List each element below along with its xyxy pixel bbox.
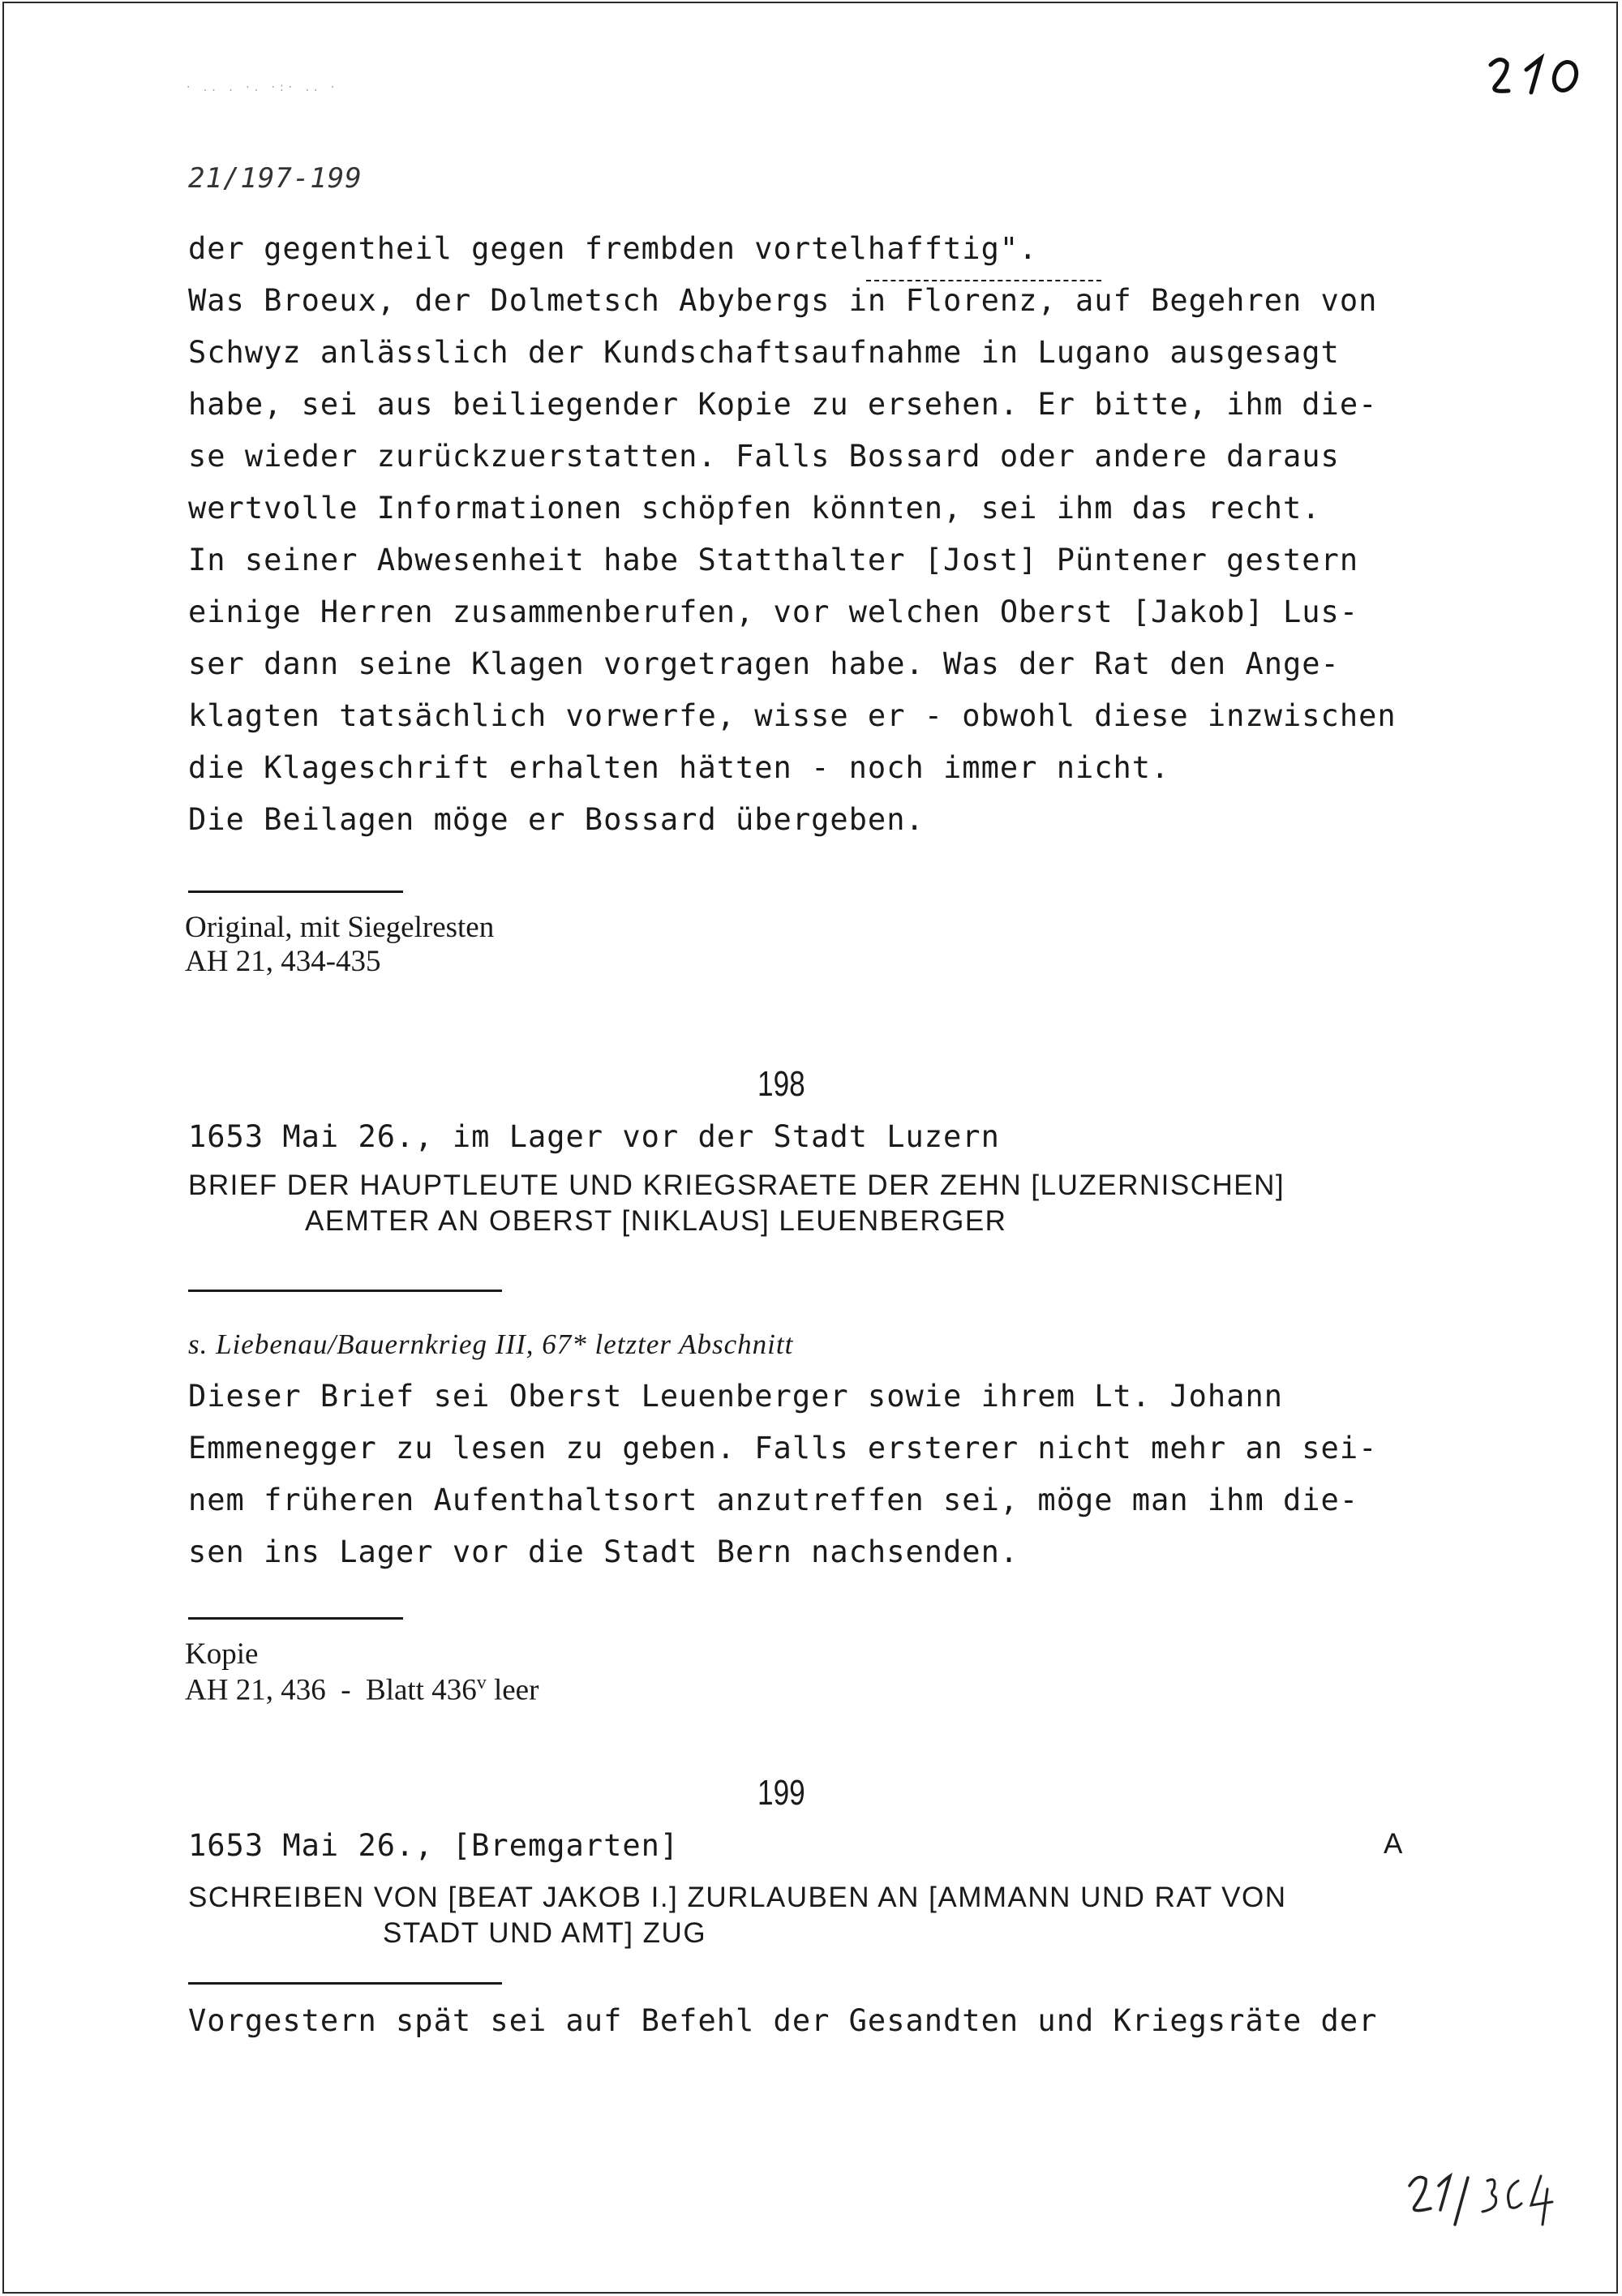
text-line: Emmenegger zu lesen zu geben. Falls ersterer nicht mehr an sei-: [188, 1431, 1378, 1466]
entry-date: 1653 Mai 26., im Lager vor der Stadt Luzern: [188, 1119, 1000, 1154]
entry-title: BRIEF DER HAUPTLEUTE UND KRIEGSRAETE DER ZEHN [LUZERNISCHEN]: [188, 1169, 1285, 1201]
divider-rule: [188, 1617, 403, 1620]
divider-rule: [188, 1982, 502, 1985]
entry-number: 198: [757, 1064, 805, 1104]
source-reference: AH 21, 436 - Blatt 436$^v$ leer: [185, 1672, 539, 1707]
text-line: Die Beilagen möge er Bossard übergeben.: [188, 802, 925, 837]
source-line: AH 21, 434-435: [185, 945, 381, 978]
entry-marker: A: [1384, 1828, 1403, 1860]
source-kind: Kopie: [185, 1637, 259, 1671]
handwritten-folio-bottom: [1403, 2153, 1565, 2242]
text-line: se wieder zurückzuerstatten. Falls Bossard oder andere daraus: [188, 439, 1340, 474]
divider-rule: [188, 891, 403, 893]
entry-title: SCHREIBEN VON [BEAT JAKOB I.] ZURLAUBEN AN [AMMANN UND RAT VON: [188, 1882, 1287, 1913]
text-line: Was Broeux, der Dolmetsch Abybergs in Florenz, auf Begehren von: [188, 283, 1378, 318]
text-line: nem früheren Aufenthaltsort anzutreffen sei, möge man ihm die-: [188, 1483, 1359, 1517]
text-line: Schwyz anlässlich der Kundschaftsaufnahme in Lugano ausgesagt: [188, 335, 1340, 370]
handwritten-folio-top: [1484, 49, 1590, 105]
entry-number: 199: [757, 1773, 805, 1813]
text-line: einige Herren zusammenberufen, vor welchen Oberst [Jakob] Lus-: [188, 594, 1359, 629]
literature-reference: s. Liebenau/Bauernkrieg III, 67* letzter Abschnitt: [188, 1328, 794, 1360]
scan-specks: · .. . ·. ·:· .. ·: [187, 81, 340, 94]
overline-mark: [866, 280, 1101, 281]
divider-rule: [188, 1290, 502, 1292]
text-line: sen ins Lager vor die Stadt Bern nachsenden.: [188, 1534, 1019, 1569]
text-line: wertvolle Informationen schöpfen könnten, sei ihm das recht.: [188, 491, 1321, 526]
text-line: habe, sei aus beiliegender Kopie zu ersehen. Er bitte, ihm die-: [188, 387, 1378, 422]
text-line: der gegentheil gegen frembden vortelhafftig".: [188, 231, 1038, 266]
document-reference: 21/197-199: [188, 162, 363, 195]
entry-title: STADT UND AMT] ZUG: [383, 1917, 707, 1949]
entry-date: 1653 Mai 26., [Bremgarten]: [188, 1828, 680, 1863]
entry-title: AEMTER AN OBERST [NIKLAUS] LEUENBERGER: [305, 1205, 1007, 1237]
text-line: Dieser Brief sei Oberst Leuenberger sowie ihrem Lt. Johann: [188, 1379, 1284, 1414]
text-line: die Klageschrift erhalten hätten - noch immer nicht.: [188, 750, 1170, 785]
source-line: Original, mit Siegelresten: [185, 911, 495, 944]
text-line: Vorgestern spät sei auf Befehl der Gesandten und Kriegsräte der: [188, 2003, 1378, 2038]
text-line: klagten tatsächlich vorwerfe, wisse er - obwohl diese inzwischen: [188, 698, 1397, 733]
text-line: ser dann seine Klagen vorgetragen habe. Was der Rat den Ange-: [188, 646, 1340, 681]
text-line: In seiner Abwesenheit habe Statthalter [Jost] Püntener gestern: [188, 543, 1359, 577]
